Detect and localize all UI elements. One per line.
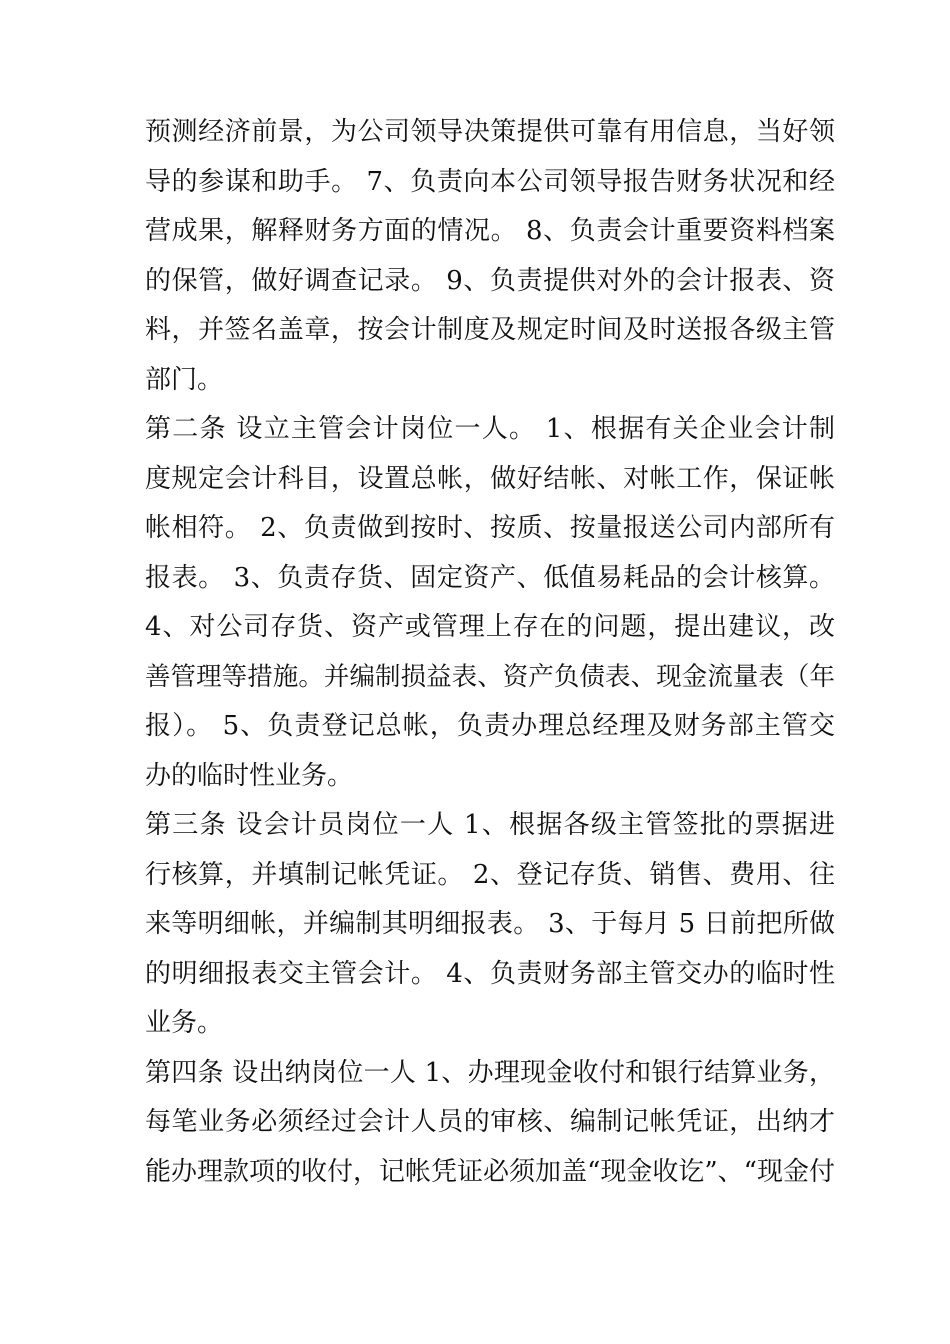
text-line: 办的临时性业务。 (145, 760, 354, 791)
text-line: 能办理款项的收付，记帐凭证必须加盖“现金收讫”、“现金付 (145, 1156, 835, 1187)
text-line: 帐相符。 2、负责做到按时、按质、按量报送公司内部所有 (145, 513, 835, 543)
text-line: 的保管，做好调查记录。 9、负责提供对外的会计报表、资 (145, 265, 835, 296)
document-body (145, 108, 835, 1197)
text-line: 报）。 5、负责登记总帐，负责办理总经理及财务部主管交 (145, 711, 835, 741)
text-line: 的明细报表交主管会计。 4、负责财务部主管交办的临时性 (145, 958, 835, 989)
text-line: 第三条 设会计员岗位一人 1、根据各级主管签批的票据进 (145, 810, 835, 840)
text-line: 度规定会计科目，设置总帐，做好结帐、对帐工作，保证帐 (145, 463, 835, 494)
text-line: 料，并签名盖章，按会计制度及规定时间及时送报各级主管 (145, 315, 835, 345)
text-line: 第二条 设立主管会计岗位一人。 1、根据有关企业会计制 (145, 414, 835, 444)
text-line: 部门。 (145, 364, 224, 395)
text-line: 业务。 (145, 1008, 224, 1038)
text-line: 每笔业务必须经过会计人员的审核、编制记帐凭证，出纳才 (145, 1107, 835, 1137)
text-line: 4、对公司存货、资产或管理上存在的问题，提出建议，改 (145, 612, 835, 642)
text-line: 来等明细帐，并编制其明细报表。 3、于每月 5 日前把所做 (145, 909, 835, 939)
text-line: 营成果，解释财务方面的情况。 8、负责会计重要资料档案 (145, 216, 835, 246)
text-line: 善管理等措施。并编制损益表、资产负债表、现金流量表（年 (145, 661, 835, 692)
text-line: 导的参谋和助手。 7、负责向本公司领导报告财务状况和经 (145, 166, 835, 197)
text-line: 预测经济前景，为公司领导决策提供可靠有用信息，当好领 (145, 117, 835, 147)
text-line: 报表。 3、负责存货、固定资产、低值易耗品的会计核算。 (145, 562, 835, 593)
text-line: 行核算，并填制记帐凭证。 2、登记存货、销售、费用、往 (145, 859, 835, 890)
text-line: 第四条 设出纳岗位一人 1、办理现金收付和银行结算业务， (145, 1057, 835, 1088)
